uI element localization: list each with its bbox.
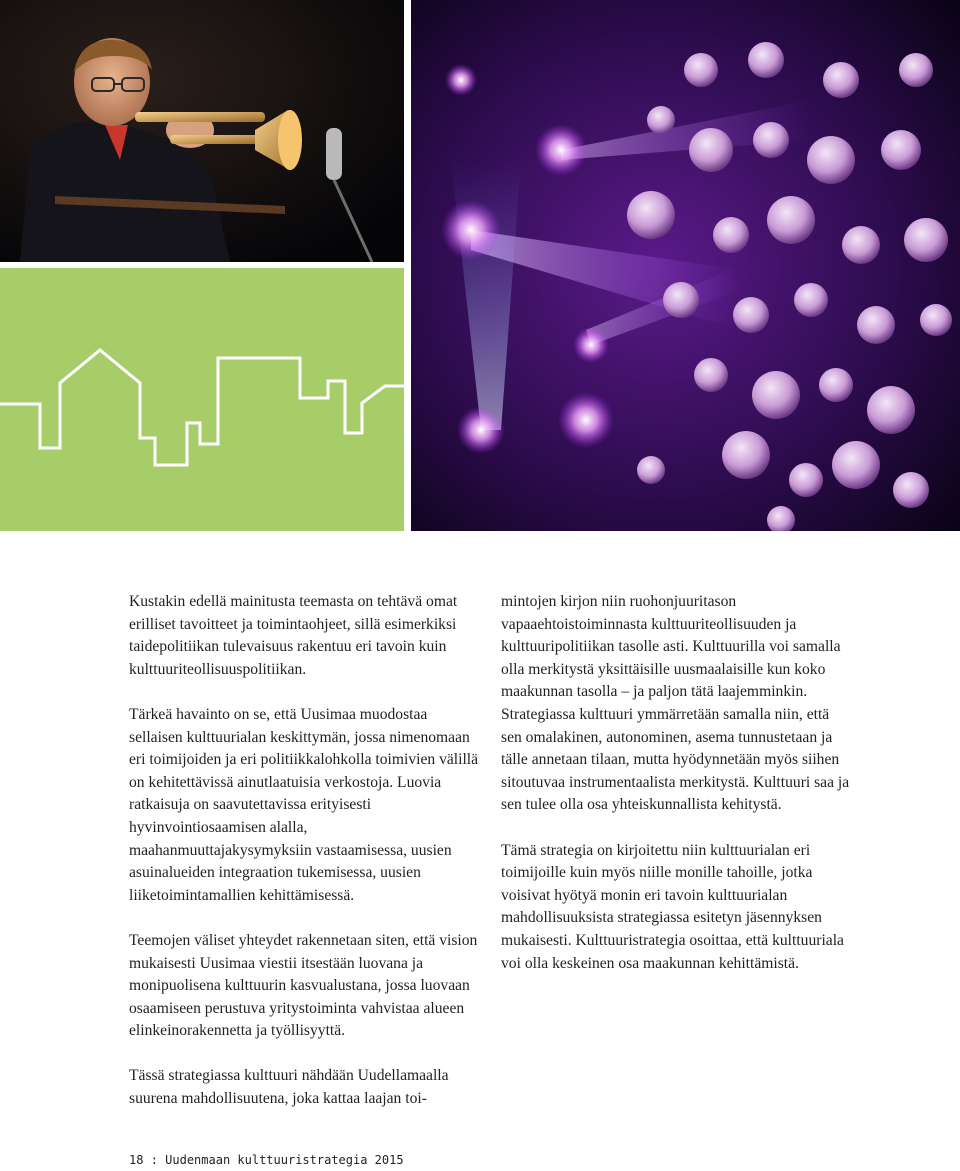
paragraph: Tässä strategiassa kulttuuri nähdään Uudellamaalla suurena mahdollisuutena, joka kattaa laajan toi- bbox=[129, 1067, 449, 1108]
paragraph: mintojen kirjon niin ruohonjuuritason vapaaehtoistoiminnasta kulttuuriteollisuuden ja kulttuuripolitiikan tasolle asti. Kulttuurilla voi samalla olla merkitystä yksittäisille uusmaalaisille kun koko maakunnan tasolla – ja paljon tätä laajemminkin. Strategiassa kulttuuri ymmärretään samalla niin, että sen omalakinen, autonominen, asema tunnustetaan ja tälle annetaan tilaan, mutta hyödynnetään myös siihen sitoutuvaa instrumentaalista merkitystä. Kulttuuri saa ja sen tulee olla osa yhteiskunnallista kehitystä. bbox=[501, 593, 850, 814]
stage-lights-photo bbox=[411, 0, 960, 531]
paragraph: Tämä strategia on kirjoitettu niin kulttuurialan eri toimijoille kuin myös niille monille tahoille, jotka voisivat hyötyä monin eri tavoin kulttuurialan mahdollisuuksista strategiassa esitetyn jäsennyksen mukaisesti. Kulttuuristrategia osoittaa, että kulttuuriala voi olla keskeinen osa maakunnan kehittämistä. bbox=[501, 841, 844, 972]
publication-title: Uudenmaan kulttuuristrategia 2015 bbox=[165, 1153, 404, 1167]
trumpet-player-photo bbox=[0, 0, 404, 262]
page-number: 18 bbox=[129, 1153, 144, 1167]
skyline-graphic bbox=[0, 268, 404, 531]
footer-separator: : bbox=[150, 1153, 158, 1167]
text-column-right bbox=[501, 591, 853, 998]
text-column-left bbox=[129, 591, 481, 1133]
paragraph: Teemojen väliset yhteydet rakennetaan siten, että vision mukaisesti Uusimaa viestii itsestään luovana ja monipuolisena kulttuurin kasvualustana, jossa luovaan osaamiseen perustuva yritystoiminta vahvistaa alueen elinkeinorakennetta ja työllisyyttä. bbox=[129, 931, 478, 1040]
paragraph: Kustakin edellä mainitusta teemasta on tehtävä omat erilliset tavoitteet ja toimintaohjeet, sillä esimerkiksi taidepolitiikan tulevaisuus rakentuu eri tavoin kuin kulttuuriteollisuuspolitiikan. bbox=[129, 593, 458, 678]
page-footer bbox=[129, 1153, 404, 1167]
paragraph: Tärkeä havainto on se, että Uusimaa muodostaa sellaisen kulttuurialan keskittymän, jossa nimenomaan eri toimijoiden ja eri politiikkalohkolla toimivien välillä on kehitettävissä ainutlaatuisia verkostoja. Luovia ratkaisuja on saavutettavissa erityisesti hyvinvointiosaamisen alalla, maahanmuuttajakysymyksiin vastaamisessa, uusien asuinalueiden integraation tukemisessa, uusien liiketoimintamallien kehittämisessä. bbox=[129, 705, 479, 904]
